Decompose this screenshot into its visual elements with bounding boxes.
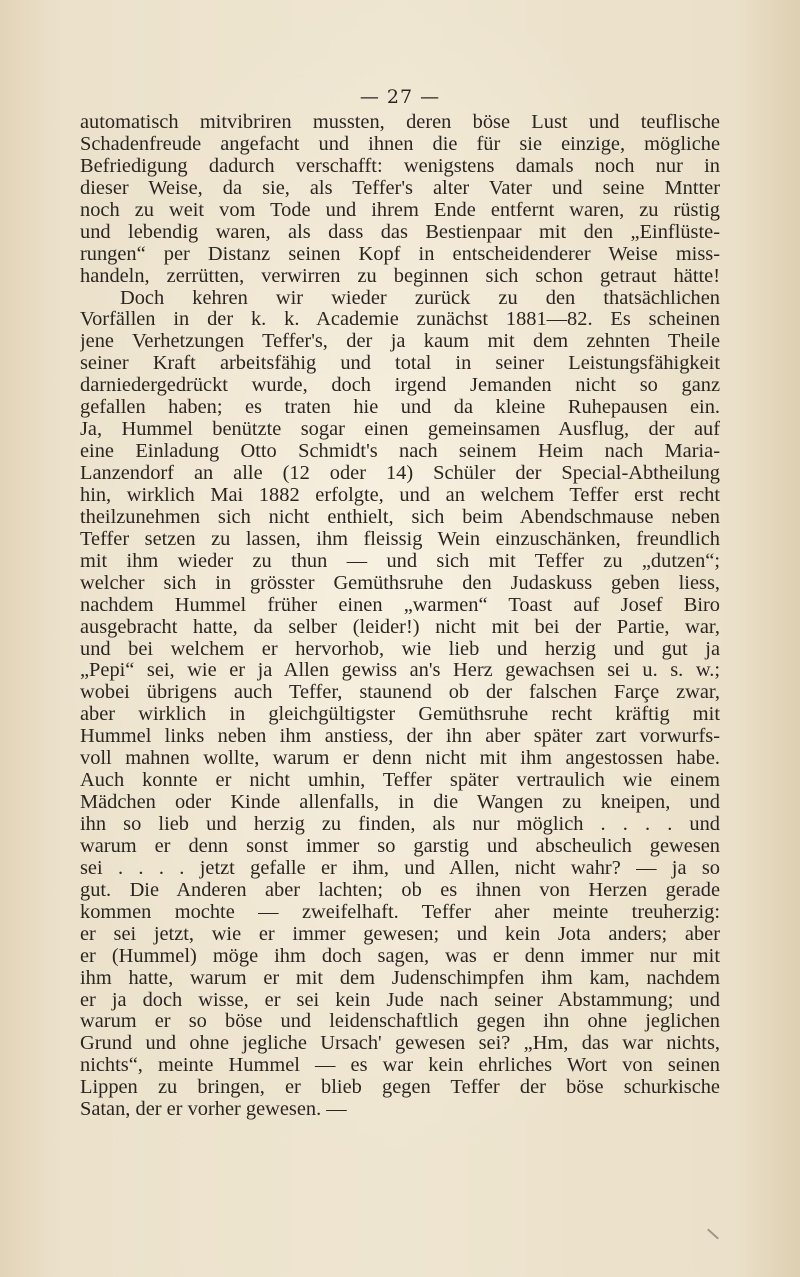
text-line: automatisch mitvibriren mussten, deren böse Lust und teuflische: [80, 112, 720, 133]
text-line: Doch kehren wir wieder zurück zu den thatsächlichen: [120, 287, 720, 309]
text-line: ausgebracht hatte, da selber (leider!) nicht mit bei der Partie, war,: [80, 616, 720, 638]
text-line: „Pepi“ sei, wie er ja Allen gewiss an's Herz gewachsen sei u. s. w.;: [80, 660, 720, 682]
text-line: dieser Weise, da sie, als Teffer's alter Vater und seine Mntter: [80, 177, 720, 199]
text-line: nichts“, meinte Hummel — es war kein ehrliches Wort von seinen: [80, 1055, 720, 1077]
text-line: Hummel links neben ihm anstiess, der ihn aber später zart vorwurfs-: [80, 726, 720, 748]
text-line: und lebendig waren, als dass das Bestienpaar mit den „Einflüste-: [80, 221, 720, 243]
text-line: er sei jetzt, wie er immer gewesen; und kein Jota anders; aber: [80, 923, 720, 945]
text-line: eine Einladung Otto Schmidt's nach seinem Heim nach Maria-: [80, 441, 720, 463]
text-line: noch zu weit vom Tode und ihrem Ende entfernt waren, zu rüstig: [80, 199, 720, 221]
text-line: gut. Die Anderen aber lachten; ob es ihnen von Herzen gerade: [80, 879, 720, 901]
text-line: Grund und ohne jegliche Ursach' gewesen sei? „Hm, das war nichts,: [80, 1033, 720, 1055]
text-line: darniedergedrückt wurde, doch irgend Jemanden nicht so ganz: [80, 375, 720, 397]
text-line: Schadenfreude angefacht und ihnen die für sie einzige, mögliche: [80, 133, 720, 155]
text-line: ihn so lieb und herzig zu finden, als nur möglich . . . . und: [80, 814, 720, 835]
text-line: kommen mochte — zweifelhaft. Teffer aher meinte treuherzig:: [80, 901, 720, 923]
text-line: mit ihm wieder zu thun — und sich mit Teffer zu „dutzen“;: [80, 550, 720, 572]
page-number: — 27 —: [359, 86, 441, 108]
text-line: gefallen haben; es traten hie und da kleine Ruhepausen ein.: [80, 397, 720, 419]
body-text: [80, 112, 720, 1121]
text-line: Lanzendorf an alle (12 oder 14) Schüler der Special-Abtheilung: [80, 463, 720, 484]
text-line: aber wirklich in gleichgültigster Gemüthsruhe recht kräftig mit: [80, 704, 720, 726]
text-line: nachdem Hummel früher einen „warmen“ Toast auf Josef Biro: [80, 594, 720, 616]
text-line: er ja doch wisse, er sei kein Jude nach seiner Abstammung; und: [80, 989, 720, 1011]
text-line: warum er denn sonst immer so garstig und abscheulich gewesen: [80, 835, 720, 857]
text-line: rungen“ per Distanz seinen Kopf in entscheidenderer Weise miss-: [80, 243, 720, 265]
text-line: Lippen zu bringen, er blieb gegen Teffer der böse schurkische: [80, 1077, 720, 1099]
text-line: Mädchen oder Kinde allenfalls, in die Wangen zu kneipen, und: [80, 792, 720, 814]
text-line: ihm hatte, warum er mit dem Judenschimpfen ihm kam, nachdem: [80, 967, 720, 989]
text-line: Teffer setzen zu lassen, ihm fleissig Wein einzuschänken, freundlich: [80, 528, 720, 550]
text-line: seiner Kraft arbeitsfähig und total in seiner Leistungsfähigkeit: [80, 353, 720, 375]
text-line: Vorfällen in der k. k. Academie zunächst 1881—82. Es scheinen: [80, 309, 720, 331]
text-line: theilzunehmen sich nicht enthielt, sich beim Abendschmause neben: [80, 506, 720, 528]
ink-mark: [707, 1229, 719, 1240]
text-line: warum er so böse und leidenschaftlich gegen ihn ohne jeglichen: [80, 1011, 720, 1033]
text-line: und bei welchem er hervorhob, wie lieb und herzig und gut ja: [80, 638, 720, 660]
text-line: Auch konnte er nicht umhin, Teffer später vertraulich wie einem: [80, 770, 720, 792]
text-line: hin, wirklich Mai 1882 erfolgte, und an welchem Teffer erst recht: [80, 484, 720, 506]
text-line: voll mahnen wollte, warum er denn nicht mit ihm angestossen habe.: [80, 748, 720, 770]
text-line: Befriedigung dadurch verschafft: wenigstens damals noch nur in: [80, 155, 720, 177]
text-line: er (Hummel) möge ihm doch sagen, was er denn immer nur mit: [80, 945, 720, 967]
text-line: wobei übrigens auch Teffer, staunend ob der falschen Farçe zwar,: [80, 682, 720, 704]
text-line: welcher sich in grösster Gemüthsruhe den Judaskuss geben liess,: [80, 572, 720, 594]
text-line: Ja, Hummel benützte sogar einen gemeinsamen Ausflug, der auf: [80, 419, 720, 441]
text-line: handeln, zerrütten, verwirren zu beginnen sich schon getraut hätte!: [80, 265, 720, 287]
text-line: sei . . . . jetzt gefalle er ihm, und Allen, nicht wahr? — ja so: [80, 857, 720, 879]
text-line: Satan, der er vorher gewesen. —: [80, 1099, 347, 1121]
text-line: jene Verhetzungen Teffer's, der ja kaum mit dem zehnten Theile: [80, 331, 720, 353]
